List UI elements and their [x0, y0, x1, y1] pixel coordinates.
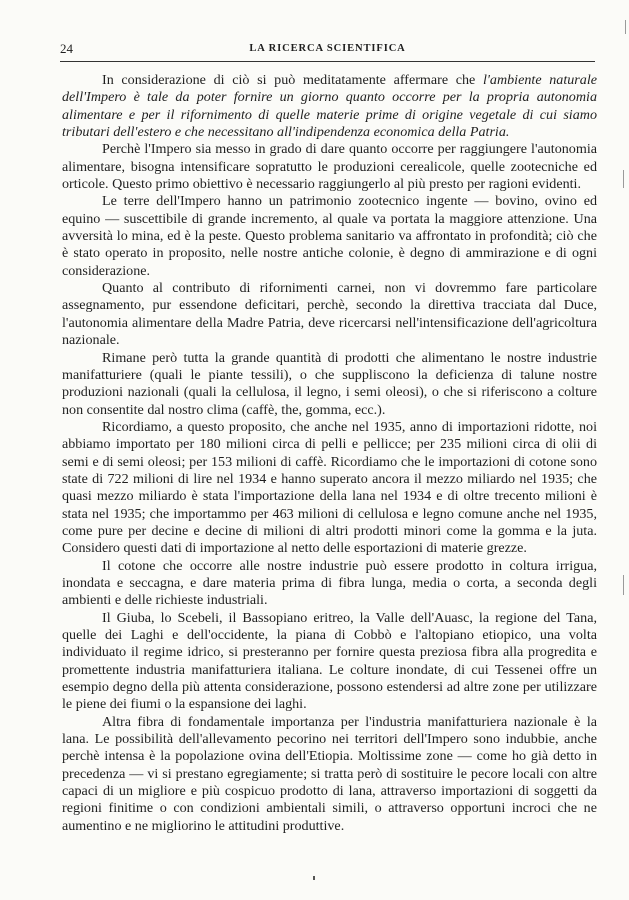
journal-title: LA RICERCA SCIENTIFICA — [249, 43, 406, 54]
scan-edge-mark — [625, 20, 626, 34]
paragraph-8: Il Giuba, lo Scebeli, il Bassopiano eritreo, la Valle dell'Auasc, la regione del Tana, quelle dei Laghi e dell'occidente, la piana di Cobbò e l'altopiano etiopico, una volta individuato il regime idrico, si presteranno per fornire questa preziosa fibra alla progredita e promettente industria manifatturiera italiana. Le colture inondate, di cui Tessenei offre un esempio degno della più attenta considerazione, possono estendersi ad altre zone per utilizzare le piene dei fiumi o la espansione dei laghi. — [62, 609, 597, 713]
paragraph-1-lead: In considerazione di ciò si può meditatamente affermare che — [102, 72, 483, 88]
scan-speck — [313, 876, 315, 880]
paragraph-9: Altra fibra di fondamentale importanza per l'industria manifatturiera nazionale è la lana. Le possibilità dell'allevamento pecorino nei territori dell'Impero sono indubbie, anche perchè intensa è la popolazione ovina dell'Etiopia. Moltissime zone — come ho già detto in precedenza — vi si prestano egregiamente; si tratta però di sostituire le pecore locali con altre capaci di un migliore e più cospicuo prodotto di lana, attraverso importazioni di soggetti da regioni finitime o con condizioni ambientali simili, o attraverso opportuni incroci che ne aumentino e ne migliorino le attitudini produttive. — [62, 713, 597, 834]
paragraph-4: Quanto al contributo di rifornimenti carnei, non vi dovremmo fare particolare assegnamento, pur essendone deficitari, perchè, secondo la direttiva tracciata dal Duce, l'autonomia alimentare della Madre Patria, deve ricercarsi nell'intensificazione dell'agricoltura nazionale. — [62, 280, 597, 349]
paragraph-7: Il cotone che occorre alle nostre industrie può essere prodotto in coltura irrigua, inondata e seccagna, e dare materia prima di fibra lunga, media o corta, a seconda degli ambienti e delle richieste industriali. — [62, 557, 597, 609]
paragraph-3: Le terre dell'Impero hanno un patrimonio zootecnico ingente — bovino, ovino ed equino — suscettibile di grande incremento, al quale va portata la maggiore attenzione. Una avversità lo mina, ed è la peste. Questo problema sanitario va affrontato in profondità; ciò che è stato operato in proposito, nelle nostre antiche colonie, è degno di ammirazione e di ogni considerazione. — [62, 193, 597, 279]
page-number: 24 — [60, 41, 73, 56]
scan-edge-mark — [623, 170, 624, 188]
header-rule — [60, 61, 595, 62]
scan-edge-mark — [623, 575, 624, 595]
paragraph-6: Ricordiamo, a questo proposito, che anche nel 1935, anno di importazioni ridotte, noi abbiamo importato per 180 milioni circa di pelli e pellicce; per 235 milioni circa di olii di semi e di semi oleosi; per 153 milioni di caffè. Ricordiamo che le importazioni di cotone sono state di 722 milioni di lire nel 1934 e hanno superato ancora il mezzo miliardo nel 1935; che quasi mezzo miliardo è stata l'importazione della lana nel 1934 e di oltre trecento milioni è stata nel 1935; che importammo per 463 milioni di cellulosa e legno comune anche nel 1935, come pure per decine e decine di milioni di altri prodotti minori come la gomma e la juta. Considero questi dati di importazione al netto delle esportazioni di materie grezze. — [62, 418, 597, 557]
paragraph-1-italic: l'ambiente naturale dell'Impero è tale da poter fornire un giorno quanto occorre per la propria autonomia alimentare e per il rifornimento di quelle materie prime di origine vegetale di cui siamo tributari dell'estero e che necessitano all'indipendenza economica della Patria. — [62, 72, 597, 141]
running-header — [60, 41, 595, 59]
paragraph-1 — [62, 72, 597, 141]
article-body — [62, 72, 597, 835]
paragraph-5: Rimane però tutta la grande quantità di prodotti che alimentano le nostre industrie manifatturiere (quali le piante tessili), o che suppliscono la deficienza di talune nostre produzioni nazionali (quali la cellulosa, il legno, i semi oleosi), o che si riferiscono a colture non consentite dal nostro clima (caffè, the, gomma, ecc.). — [62, 349, 597, 418]
paragraph-2: Perchè l'Impero sia messo in grado di dare quanto occorre per raggiungere l'autonomia alimentare, bisogna intensificare sopratutto le produzioni cerealicole, quelle zootecniche ed orticole. Questo primo obiettivo è necessario raggiungerlo al più presto per ragioni evidenti. — [62, 141, 597, 193]
